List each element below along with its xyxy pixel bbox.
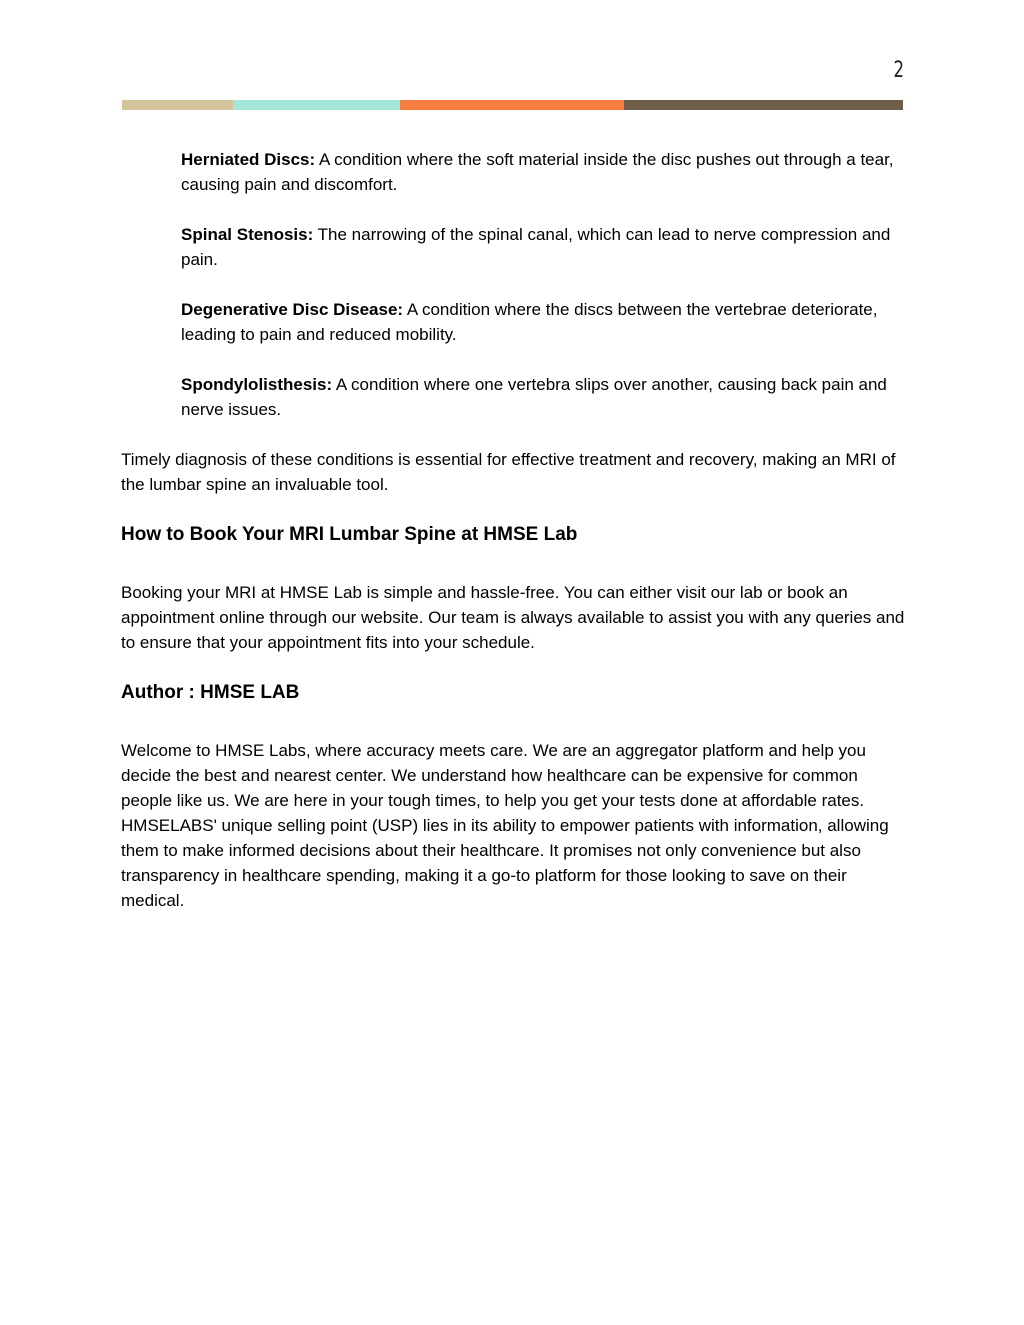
page-number: 2 <box>893 58 904 83</box>
color-bar-segment-orange <box>400 100 624 110</box>
decorative-color-bar <box>122 100 903 110</box>
condition-term: Degenerative Disc Disease: <box>181 300 404 319</box>
condition-item <box>181 222 906 272</box>
condition-item <box>181 147 906 197</box>
condition-item <box>181 372 906 422</box>
condition-term: Spinal Stenosis: <box>181 225 314 244</box>
condition-term: Herniated Discs: <box>181 150 316 169</box>
condition-item <box>181 297 906 347</box>
condition-description: A condition where the discs between the vertebrae deteriorate, leading to pain and reduced mobility. <box>181 300 878 344</box>
summary-paragraph: Timely diagnosis of these conditions is essential for effective treatment and recovery, making an MRI of the lumbar spine an invaluable tool. <box>121 450 896 494</box>
condition-description: A condition where one vertebra slips over another, causing back pain and nerve issues. <box>181 375 887 419</box>
color-bar-segment-brown <box>624 100 903 110</box>
condition-term: Spondylolisthesis: <box>181 375 333 394</box>
condition-description: A condition where the soft material inside the disc pushes out through a tear, causing pain and discomfort. <box>181 150 894 194</box>
booking-heading: How to Book Your MRI Lumbar Spine at HMSE Lab <box>121 524 578 545</box>
condition-description: The narrowing of the spinal canal, which can lead to nerve compression and pain. <box>181 225 891 269</box>
document-body <box>121 147 906 938</box>
color-bar-segment-tan <box>122 100 233 110</box>
color-bar-segment-aqua <box>233 100 400 110</box>
author-paragraph: Welcome to HMSE Labs, where accuracy meets care. We are an aggregator platform and help you decide the best and nearest center. We understand how healthcare can be expensive for common people like us. We are here in your tough times, to help you get your tests done at affordable rates. HMSELABS' unique selling point (USP) lies in its ability to empower patients with information, allowing them to make informed decisions about their healthcare. It promises not only convenience but also transparency in healthcare spending, making it a go-to platform for those looking to save on their medical. <box>121 741 889 910</box>
booking-paragraph: Booking your MRI at HMSE Lab is simple and hassle-free. You can either visit our lab or book an appointment online through our website. Our team is always available to assist you with any queries and to ensure that your appointment fits into your schedule. <box>121 583 905 652</box>
author-heading: Author : HMSE LAB <box>121 682 300 703</box>
